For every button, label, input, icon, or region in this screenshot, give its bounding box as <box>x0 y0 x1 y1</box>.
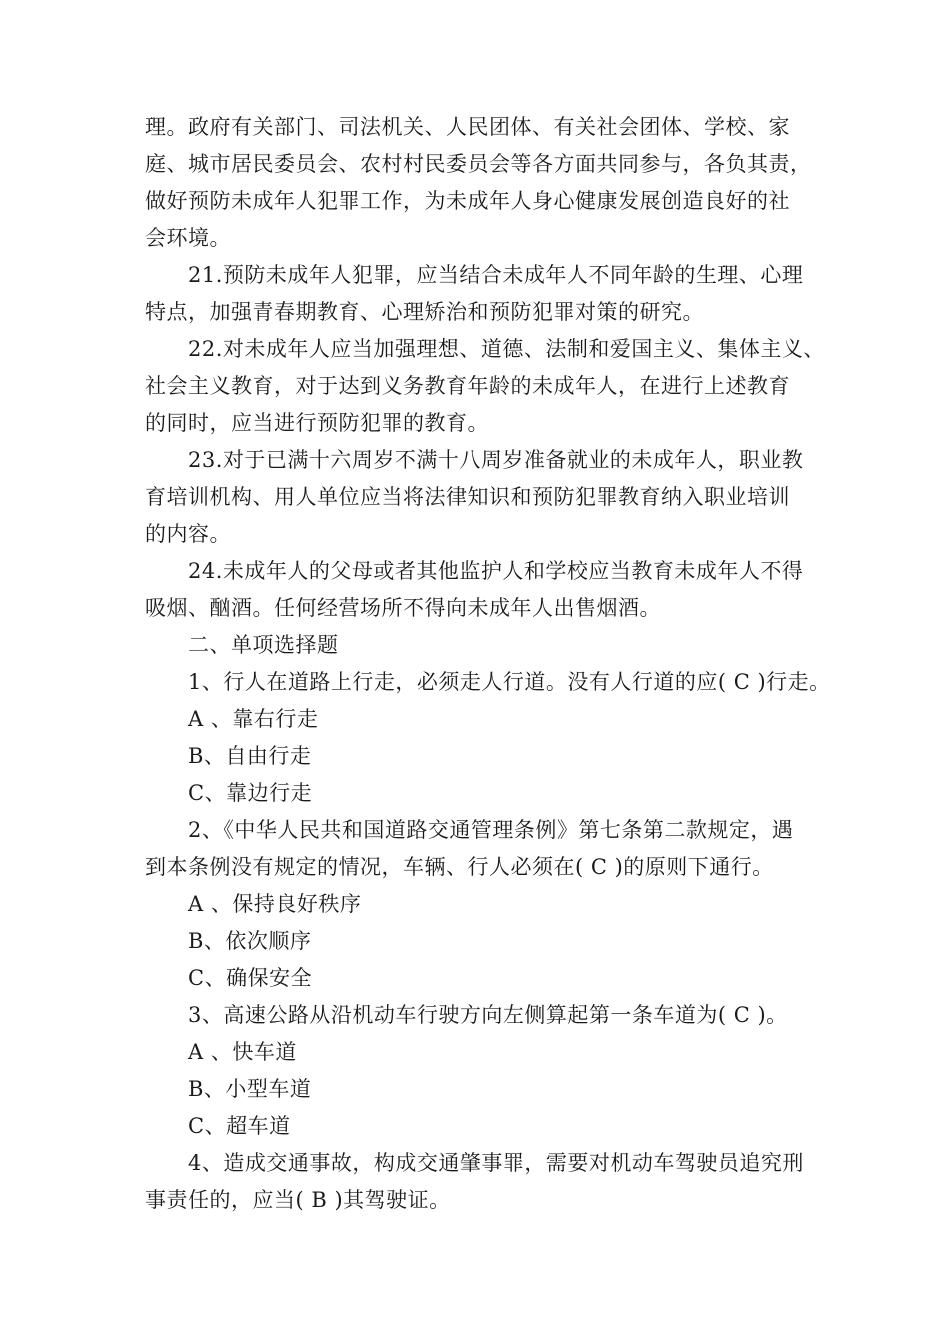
article-22-line-2: 社会主义教育，对于达到义务教育年龄的未成年人，在进行上述教育 <box>145 374 790 398</box>
article-24-line-1: 24.未成年人的父母或者其他监护人和学校应当教育未成年人不得 <box>188 559 804 583</box>
question-3-option-b: B、小型车道 <box>188 1077 312 1101</box>
section-heading: 二、单项选择题 <box>188 633 339 657</box>
question-1-option-a: A 、靠右行走 <box>188 707 319 731</box>
question-1: 1、行人在道路上行走，必须走人行道。没有人行道的应( C )行走。 <box>188 670 831 694</box>
article-23-line-3: 的内容。 <box>145 522 231 546</box>
article-21-line-2: 特点，加强青春期教育、心理矫治和预防犯罪对策的研究。 <box>145 300 704 324</box>
question-2-line-2: 到本条例没有规定的情况，车辆、行人必须在( C )的原则下通行。 <box>145 855 774 879</box>
question-2-option-c: C、确保安全 <box>188 966 313 990</box>
question-1-option-b: B、自由行走 <box>188 744 312 768</box>
question-4-line-1: 4、造成交通事故，构成交通肇事罪，需要对机动车驾驶员追究刑 <box>188 1151 804 1175</box>
text-line-3: 做好预防未成年人犯罪工作，为未成年人身心健康发展创造良好的社 <box>145 189 790 213</box>
question-3: 3、高速公路从沿机动车行驶方向左侧算起第一条车道为( C )。 <box>188 1003 788 1027</box>
question-4-line-2: 事责任的，应当( B )其驾驶证。 <box>145 1188 451 1212</box>
text-line-1: 理。政府有关部门、司法机关、人民团体、有关社会团体、学校、家 <box>145 115 790 139</box>
article-22-line-1: 22.对未成年人应当加强理想、道德、法制和爱国主义、集体主义、 <box>188 337 825 361</box>
question-2-option-b: B、依次顺序 <box>188 929 312 953</box>
article-21-line-1: 21.预防未成年人犯罪，应当结合未成年人不同年龄的生理、心理 <box>188 263 804 287</box>
question-2-option-a: A 、保持良好秩序 <box>188 892 362 916</box>
question-3-option-a: A 、快车道 <box>188 1040 297 1064</box>
article-23-line-2: 育培训机构、用人单位应当将法律知识和预防犯罪教育纳入职业培训 <box>145 485 790 509</box>
article-24-line-2: 吸烟、酗酒。任何经营场所不得向未成年人出售烟酒。 <box>145 596 661 620</box>
text-line-2: 庭、城市居民委员会、农村村民委员会等各方面共同参与，各负其责， <box>145 152 812 176</box>
article-22-line-3: 的同时，应当进行预防犯罪的教育。 <box>145 411 489 435</box>
question-3-option-c: C、超车道 <box>188 1114 291 1138</box>
question-1-option-c: C、靠边行走 <box>188 781 313 805</box>
article-23-line-1: 23.对于已满十六周岁不满十八周岁准备就业的未成年人，职业教 <box>188 448 804 472</box>
text-line-4: 会环境。 <box>145 226 231 250</box>
question-2-line-1: 2、《中华人民共和国道路交通管理条例》第七条第二款规定，遇 <box>188 818 794 842</box>
